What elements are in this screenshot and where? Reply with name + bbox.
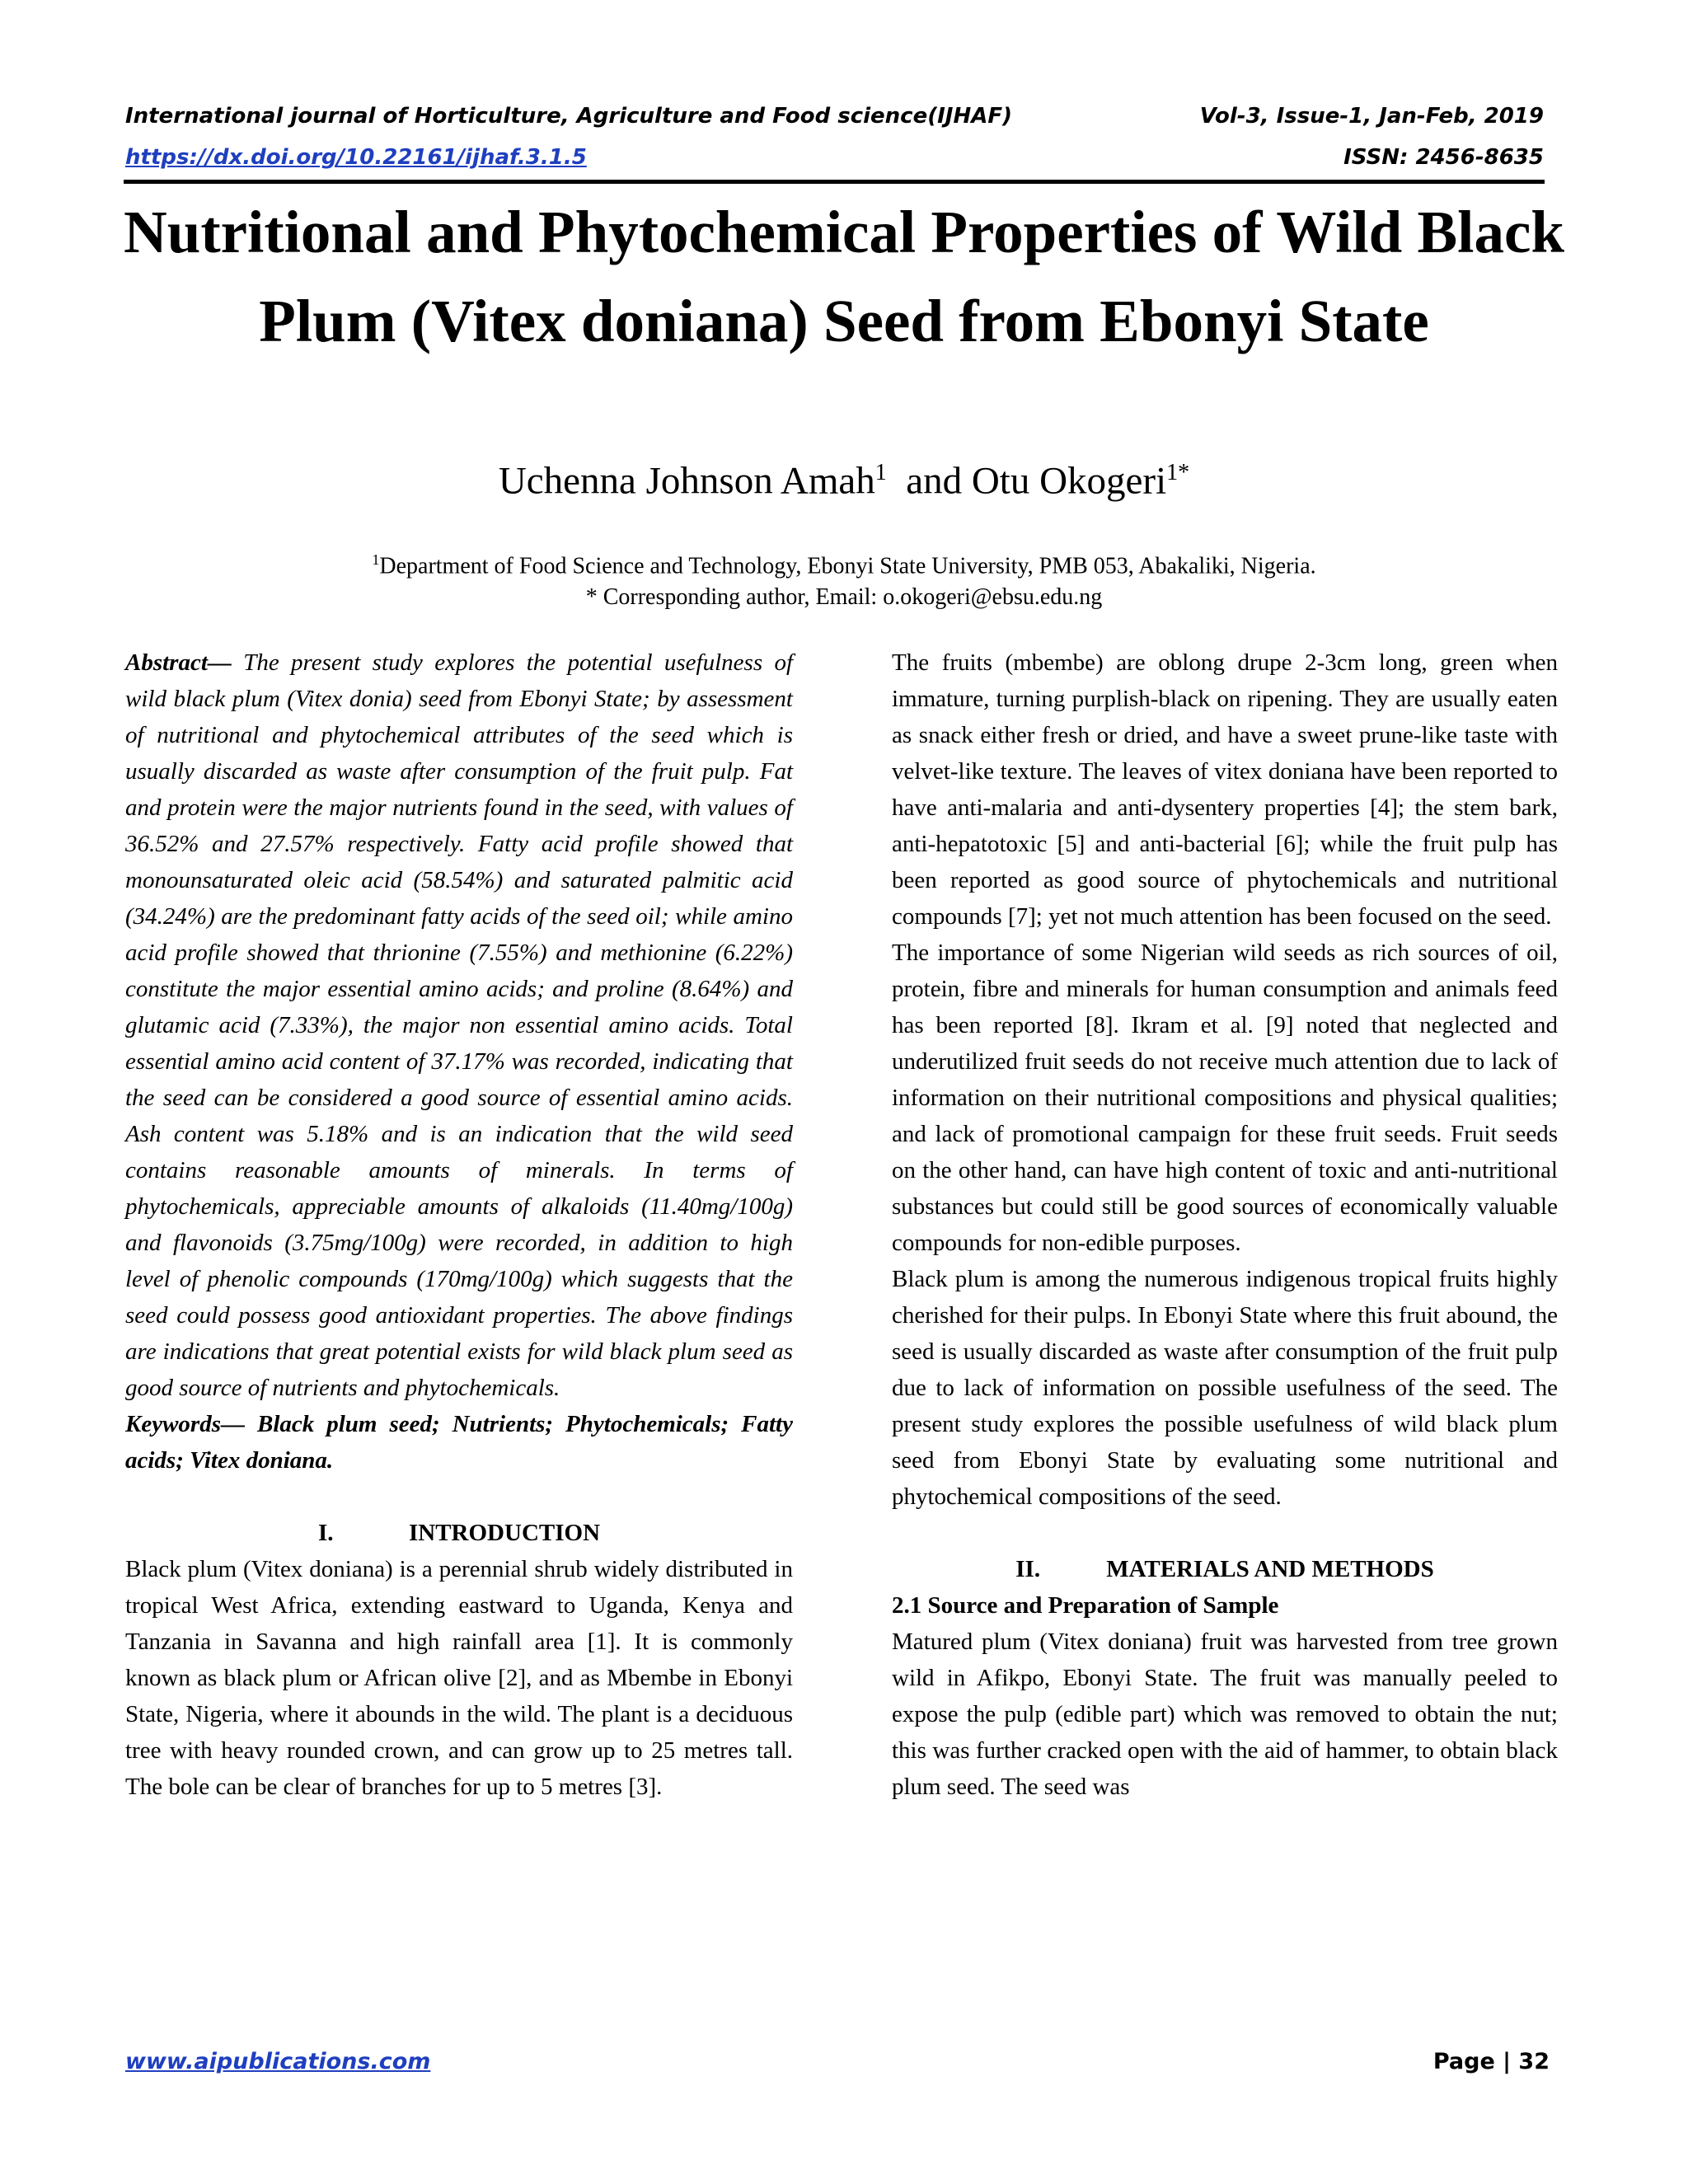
author-1: Uchenna Johnson Amah — [498, 459, 875, 503]
publisher-link[interactable]: www.aipublications.com — [125, 2049, 431, 2074]
affiliation-mark: 1 — [372, 551, 380, 568]
intro-paragraph-2: The fruits (mbembe) are oblong drupe 2-3cm long, green when immature, turning purplish-black on ripening. They are usually eaten as snack either fresh or dried, and have a sweet prune-like taste with velvet-like texture. The leaves of vitex doniana have been reported to have anti-malaria and anti-dysentery properties [4]; the stem bark, anti-hepatotoxic [5] and anti-bacterial [6]; while the fruit pulp has been reported as good source of phytochemicals and nutritional compounds [7]; yet not much attention has been focused on the seed. — [892, 649, 1558, 930]
author-1-affil: 1 — [874, 460, 887, 485]
abstract-label: Abstract— — [125, 649, 232, 676]
affiliation-block — [0, 544, 1688, 613]
running-header-2 — [125, 145, 1544, 170]
section-heading-introduction — [125, 1515, 793, 1551]
intro-paragraph-3: The importance of some Nigerian wild seeds as rich sources of oil, protein, fibre and minerals for human consumption and animals feed has been reported [8]. Ikram et al. [9] noted that neglected and underutilized fruit seeds do not receive much attention due to lack of information on their nutritional compositions and physical qualities; and lack of promotional campaign for these fruit seeds. Fruit seeds on the other hand, can have high content of toxic and anti-nutritional substances but could still be good sources of economically valuable compounds for non-edible purposes. — [892, 940, 1558, 1256]
subsection-heading: 2.1 Source and Preparation of Sample — [892, 1592, 1279, 1619]
corresponding-author: * Corresponding author, Email: o.okogeri@ebsu.edu.ng — [585, 584, 1103, 611]
page-footer — [125, 2049, 1550, 2074]
journal-name: International journal of Horticulture, Agriculture and Food science(IJHAF) — [125, 104, 1012, 129]
affiliation-dept: Department of Food Science and Technology, Ebonyi State University, PMB 053, Abakaliki, Nigeria. — [379, 553, 1316, 579]
section-number: I. — [317, 1520, 334, 1546]
section-number: II. — [1015, 1556, 1041, 1582]
methods-paragraph-1: Matured plum (Vitex doniana) fruit was harvested from tree grown wild in Afikpo, Ebonyi State. The fruit was manually peeled to expose the pulp (edible part) which was removed to obtain the nut; this was further cracked open with the aid of hammer, to obtain black plum seed. The seed was — [892, 1629, 1558, 1800]
header-rule — [124, 180, 1545, 184]
left-column — [125, 644, 793, 1805]
author-2: Otu Okogeri — [971, 459, 1167, 503]
page-number: Page | 32 — [1432, 2049, 1550, 2074]
intro-paragraph-4: Black plum is among the numerous indigenous tropical fruits highly cherished for their pulps. In Ebonyi State where this fruit abound, the seed is usually discarded as waste after consumption of the fruit pulp due to lack of information on possible usefulness of the seed. The present study explores the possible usefulness of wild black plum seed from Ebonyi State by evaluating some nutritional and phytochemical compositions of the seed. — [892, 1266, 1558, 1510]
author-line — [0, 450, 1688, 504]
author-joiner: and — [906, 459, 963, 503]
keywords: Keywords— Black plum seed; Nutrients; Phytochemicals; Fatty acids; Vitex doniana. — [125, 1411, 793, 1474]
intro-paragraph-1: Black plum (Vitex doniana) is a perennial shrub widely distributed in tropical West Africa, extending eastward to Uganda, Kenya and Tanzania in Savanna and high rainfall area [1]. It is commonly known as black plum or African olive [2], and as Mbembe in Ebonyi State, Nigeria, where it abounds in the wild. The plant is a deciduous tree with heavy rounded crown, and can grow up to 25 metres tall. The bole can be clear of branches for up to 5 metres [3]. — [125, 1556, 793, 1800]
doi-link[interactable]: https://dx.doi.org/10.22161/ijhaf.3.1.5 — [125, 145, 587, 170]
section-title: INTRODUCTION — [408, 1520, 601, 1546]
right-column — [892, 644, 1558, 1805]
author-2-affil: 1* — [1166, 460, 1190, 485]
abstract — [125, 644, 793, 1406]
abstract-text: The present study explores the potential usefulness of wild black plum (Vitex donia) seed from Ebonyi State; by assessment of nutritional and phytochemical attributes of the seed which is usually discarded as waste after consumption of the fruit pulp. Fat and protein were the major nutrients found in the seed, with values of 36.52% and 27.57% respectively. Fatty acid profile showed that monounsaturated oleic acid (58.54%) and saturated palmitic acid (34.24%) are the predominant fatty acids of the seed oil; while amino acid profile showed that thrionine (7.55%) and methionine (6.22%) constitute the major essential amino acids; and proline (8.64%) and glutamic acid (7.33%), the major non essential amino acids. Total essential amino acid content of 37.17% was recorded, indicating that the seed can be considered a good source of essential amino acids. Ash content was 5.18% and is an indication that the wild seed contains reasonable amounts of minerals. In terms of phytochemicals, appreciable amounts of alkaloids (11.40mg/100g) and flavonoids (3.75mg/100g) were recorded, in addition to high level of phenolic compounds (170mg/100g) which suggests that the seed could possess good antioxidant properties. The above findings are indications that great potential exists for wild black plum seed as good source of nutrients and phytochemicals. — [125, 649, 793, 1401]
section-heading-methods — [892, 1551, 1558, 1587]
section-title: MATERIALS AND METHODS — [1106, 1556, 1434, 1582]
paper-title: Nutritional and Phytochemical Properties of Wild Black Plum (Vitex doniana) Seed from Ebonyi State — [124, 199, 1564, 354]
issn: ISSN: 2456-8635 — [1343, 145, 1544, 170]
running-header — [125, 104, 1544, 129]
volume-info: Vol-3, Issue-1, Jan-Feb, 2019 — [1199, 104, 1544, 129]
